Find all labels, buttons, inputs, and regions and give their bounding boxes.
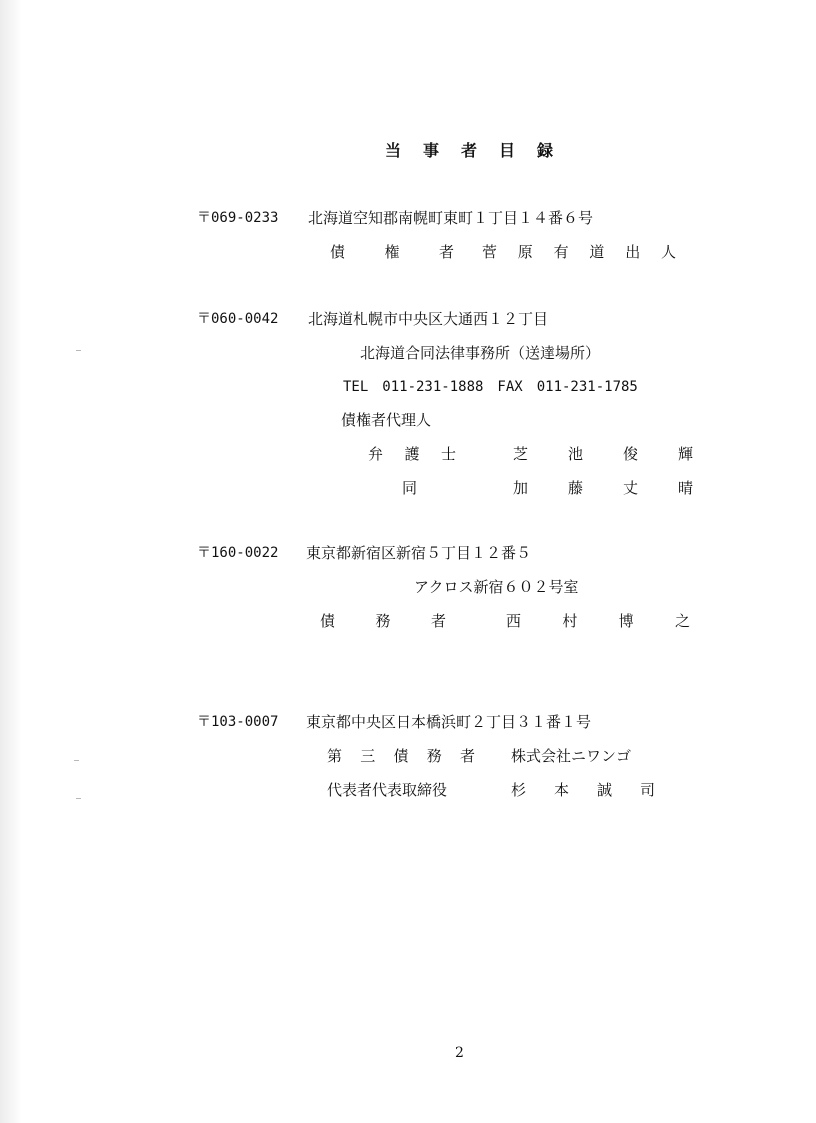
page-edge-shadow [0,0,22,1123]
third-party-role-char: 務 [426,747,442,765]
creditor-role-char: 債 [330,243,346,261]
third-party-role-char: 第 [327,747,343,765]
title-character: 者 [460,141,477,160]
page-number: 2 [455,1045,464,1061]
creditor-name-char: 有 [553,243,569,261]
creditor-address: 北海道空知郡南幌町東町１丁目１４番６号 [308,209,594,227]
creditor-name [482,242,676,262]
debtor-address: 東京都新宿区新宿５丁目１２番５ [306,544,532,562]
representative-name-char: 杉 [511,781,527,799]
lawyer-2-title: 同 [402,479,418,497]
debtor-role-char: 務 [375,612,391,630]
lawyer-1-name-char: 俊 [622,445,638,463]
lawyer-1-title [368,444,456,464]
representative-role: 代表者代表取締役 [327,781,448,799]
title-character: 録 [536,141,553,160]
lawyer-1-name [513,444,693,464]
title-character: 目 [498,141,515,160]
scan-mark [76,350,81,351]
representative-name [511,780,655,800]
debtor-name-char: 博 [618,612,634,630]
creditor-role [330,242,454,262]
debtor-role [320,611,446,631]
lawyer-2-name-char: 加 [513,479,529,497]
debtor-name-char: 村 [562,612,578,630]
third-party-address: 東京都中央区日本橋浜町２丁目３１番１号 [306,713,592,731]
debtor-name-char: 之 [674,612,690,630]
representative-name-char: 司 [639,781,655,799]
attorney-postal-code: 〒060-0042 [197,311,279,327]
debtor-name-char: 西 [506,612,522,630]
third-party-company: 株式会社ニワンゴ [511,747,632,765]
third-party-role-char: 者 [459,747,475,765]
lawyer-1-name-char: 輝 [677,445,693,463]
lawyer-2-name-char: 藤 [567,479,583,497]
lawyer-1-name-char: 池 [567,445,583,463]
debtor-building: アクロス新宿６０２号室 [414,578,579,596]
lawyer-2-name [513,478,693,498]
creditor-name-char: 出 [625,243,641,261]
representative-name-char: 本 [553,781,569,799]
scan-mark [74,760,79,761]
lawyer-1-title-char: 護 [404,445,420,463]
law-office-tel-fax: TEL 011-231-1888 FAX 011-231-1785 [343,379,638,395]
title-character: 事 [422,141,439,160]
third-party-postal-code: 〒103-0007 [197,714,279,730]
debtor-name [506,611,690,631]
creditor-role-char: 権 [384,243,400,261]
creditor-agent-role: 債権者代理人 [341,411,432,429]
third-party-role-char: 債 [393,747,409,765]
lawyer-2-name-char: 晴 [677,479,693,497]
lawyer-1-name-char: 芝 [513,445,529,463]
creditor-name-char: 人 [660,243,676,261]
creditor-role-char: 者 [438,243,454,261]
creditor-name-char: 道 [589,243,605,261]
scan-mark [76,798,81,799]
title-character: 当 [385,141,402,160]
law-office-name: 北海道合同法律事務所（送達場所） [360,344,601,362]
third-party-role-char: 三 [360,747,376,765]
creditor-name-char: 菅 [482,243,498,261]
lawyer-1-title-char: 弁 [368,445,384,463]
attorney-address: 北海道札幌市中央区大通西１２丁目 [308,310,549,328]
debtor-postal-code: 〒160-0022 [197,545,279,561]
creditor-postal-code: 〒069-0233 [197,210,279,226]
lawyer-1-title-char: 士 [440,445,456,463]
document-title [385,141,553,161]
debtor-role-char: 者 [430,612,446,630]
representative-name-char: 誠 [596,781,612,799]
third-party-role [327,746,475,766]
lawyer-2-name-char: 丈 [622,479,638,497]
debtor-role-char: 債 [320,612,336,630]
creditor-name-char: 原 [517,243,533,261]
